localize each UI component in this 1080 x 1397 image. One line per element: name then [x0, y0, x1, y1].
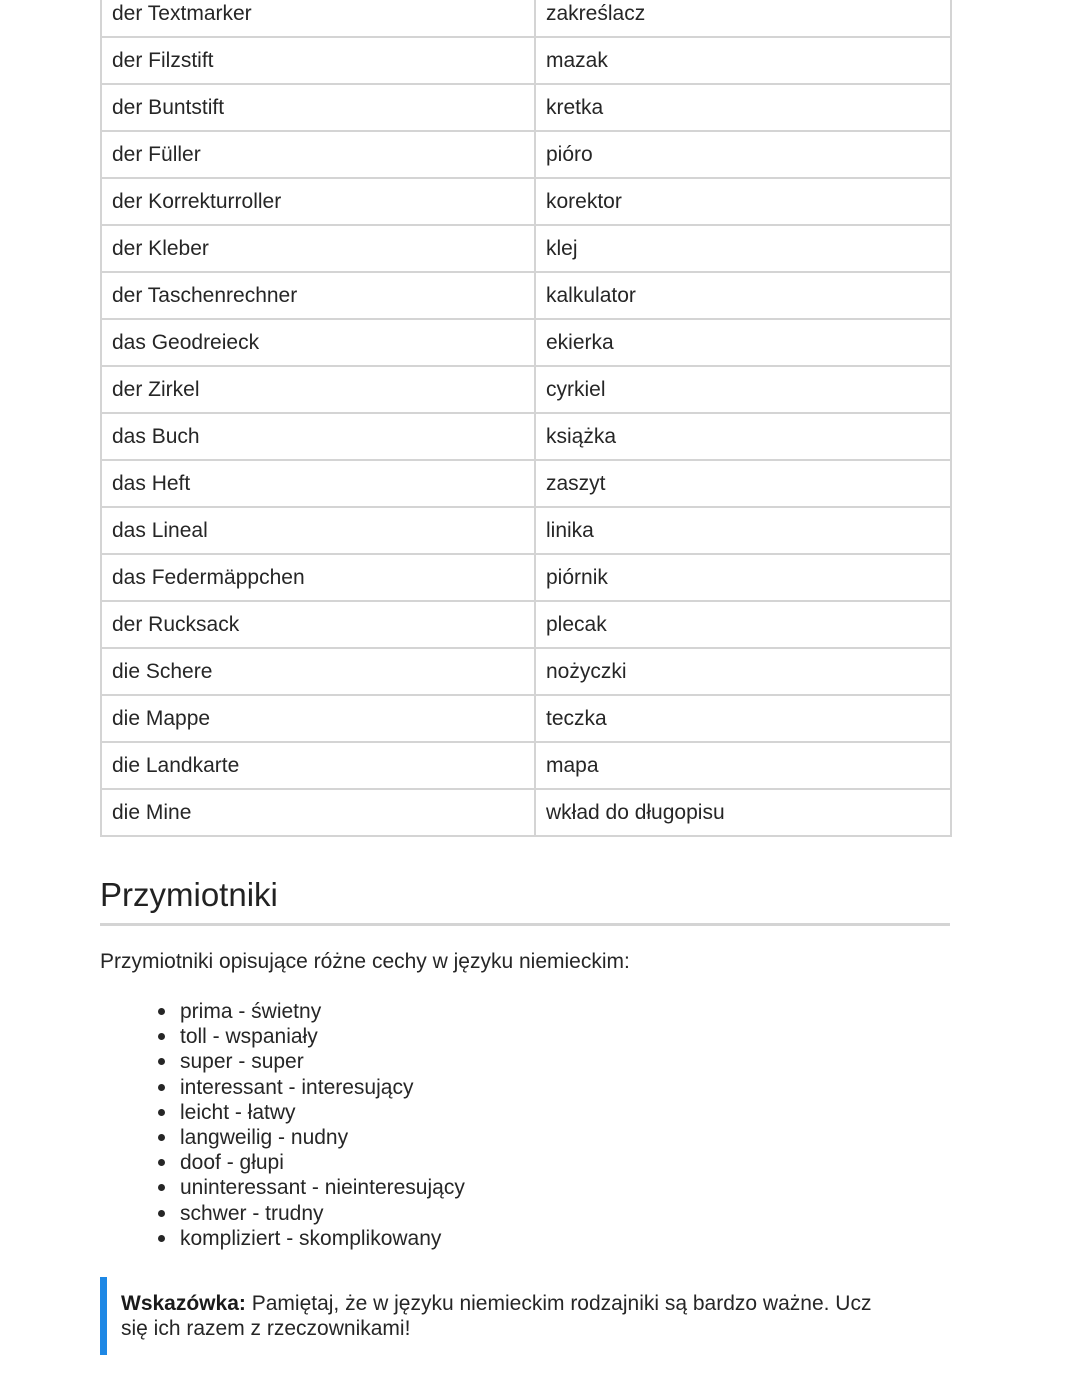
vocabulary-table: [100, 0, 952, 837]
table-row: [101, 554, 951, 601]
table-row: [101, 319, 951, 366]
polish-translation-cell: mapa: [535, 742, 951, 789]
table-row: [101, 84, 951, 131]
table-row: [101, 460, 951, 507]
table-row: [101, 366, 951, 413]
list-item: [180, 1049, 465, 1074]
german-word-cell: der Korrekturroller: [101, 178, 535, 225]
polish-translation-cell: zakreślacz: [535, 0, 951, 37]
polish-translation-cell: pióro: [535, 131, 951, 178]
polish-translation-cell: nożyczki: [535, 648, 951, 695]
tip-label: Wskazówka:: [121, 1292, 246, 1315]
list-item-text: doof - głupi: [180, 1151, 284, 1175]
list-item: [180, 1150, 465, 1175]
list-item-text: leicht - łatwy: [180, 1100, 296, 1124]
table-row: [101, 648, 951, 695]
german-word-cell: der Rucksack: [101, 601, 535, 648]
list-item-text: kompliziert - skomplikowany: [180, 1226, 442, 1250]
list-item-text: prima - świetny: [180, 1000, 322, 1023]
polish-translation-cell: teczka: [535, 695, 951, 742]
german-word-cell: der Füller: [101, 131, 535, 178]
german-word-cell: der Taschenrechner: [101, 272, 535, 319]
german-word-cell: das Federmäppchen: [101, 554, 535, 601]
polish-translation-cell: klej: [535, 225, 951, 272]
german-word-cell: das Lineal: [101, 507, 535, 554]
bullet-icon: [158, 1033, 165, 1040]
polish-translation-cell: cyrkiel: [535, 366, 951, 413]
bullet-icon: [158, 1184, 165, 1191]
table-row: [101, 131, 951, 178]
polish-translation-cell: plecak: [535, 601, 951, 648]
bullet-icon: [158, 1134, 165, 1141]
german-word-cell: das Buch: [101, 413, 535, 460]
table-row: [101, 225, 951, 272]
german-word-cell: der Zirkel: [101, 366, 535, 413]
polish-translation-cell: linika: [535, 507, 951, 554]
bullet-icon: [158, 1159, 165, 1166]
bullet-icon: [158, 1084, 165, 1091]
table-row: [101, 695, 951, 742]
german-word-cell: die Mappe: [101, 695, 535, 742]
german-word-cell: die Schere: [101, 648, 535, 695]
list-item: [180, 1175, 465, 1200]
list-item: [180, 999, 465, 1024]
list-item: [180, 1024, 465, 1049]
polish-translation-cell: piórnik: [535, 554, 951, 601]
polish-translation-cell: mazak: [535, 37, 951, 84]
adjectives-intro: Przymiotniki opisujące różne cechy w języku niemieckim:: [100, 950, 630, 973]
list-item-text: interessant - interesujący: [180, 1075, 414, 1099]
bullet-icon: [158, 1109, 165, 1116]
german-word-cell: das Geodreieck: [101, 319, 535, 366]
table-row: [101, 742, 951, 789]
list-item: [180, 1100, 465, 1125]
list-item: [180, 1125, 465, 1150]
polish-translation-cell: kretka: [535, 84, 951, 131]
table-row: [101, 178, 951, 225]
bullet-icon: [158, 1235, 165, 1242]
german-word-cell: das Heft: [101, 460, 535, 507]
table-row: [101, 789, 951, 836]
bullet-icon: [158, 1058, 165, 1065]
section-title-adjectives: Przymiotniki: [100, 875, 950, 926]
german-word-cell: die Mine: [101, 789, 535, 836]
list-item-text: langweilig - nudny: [180, 1126, 349, 1150]
german-word-cell: der Filzstift: [101, 37, 535, 84]
polish-translation-cell: wkład do długopisu: [535, 789, 951, 836]
german-word-cell: der Kleber: [101, 225, 535, 272]
tip-text: Pamiętaj, że w języku niemieckim rodzajniki są bardzo ważne. Ucz się ich razem z rzeczownikami!: [121, 1292, 872, 1340]
polish-translation-cell: ekierka: [535, 319, 951, 366]
german-word-cell: der Textmarker: [101, 0, 535, 37]
list-item-text: super - super: [180, 1050, 304, 1074]
list-item-text: uninteressant - nieinteresujący: [180, 1176, 465, 1200]
vocabulary-table-body: [101, 0, 951, 836]
polish-translation-cell: kalkulator: [535, 272, 951, 319]
polish-translation-cell: zaszyt: [535, 460, 951, 507]
table-row: [101, 413, 951, 460]
list-item-text: toll - wspaniały: [180, 1025, 318, 1049]
table-row: [101, 0, 951, 37]
polish-translation-cell: korektor: [535, 178, 951, 225]
bullet-icon: [158, 1210, 165, 1217]
table-row: [101, 507, 951, 554]
polish-translation-cell: książka: [535, 413, 951, 460]
list-item-text: schwer - trudny: [180, 1201, 324, 1225]
list-item: [180, 1201, 465, 1226]
list-item: [180, 1075, 465, 1100]
bullet-icon: [158, 1008, 165, 1015]
german-word-cell: der Buntstift: [101, 84, 535, 131]
list-item: [180, 1226, 465, 1251]
adjectives-list: [180, 999, 465, 1251]
table-row: [101, 37, 951, 84]
table-row: [101, 272, 951, 319]
german-word-cell: die Landkarte: [101, 742, 535, 789]
table-row: [101, 601, 951, 648]
tip-callout: [100, 1277, 910, 1355]
